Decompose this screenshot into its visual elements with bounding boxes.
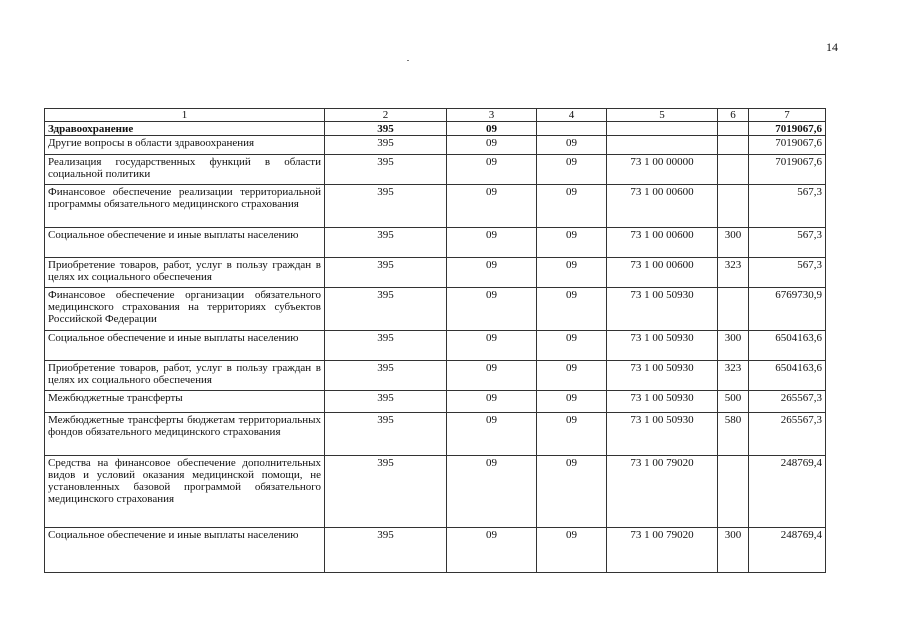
amount-cell: 6504163,6 <box>749 331 826 361</box>
ministry-code-cell: 395 <box>325 228 447 258</box>
expense-type-cell: 580 <box>718 413 749 456</box>
ministry-code-cell: 395 <box>325 361 447 391</box>
row-name-cell: Межбюджетные трансферты бюджетам территориальных фондов обязательного медицинского страхования <box>45 413 325 456</box>
subsection-code-cell: 09 <box>537 413 607 456</box>
target-article-cell: 73 1 00 50930 <box>607 288 718 331</box>
row-name-cell: Социальное обеспечение и иные выплаты населению <box>45 228 325 258</box>
ministry-code-cell: 395 <box>325 122 447 136</box>
section-code-cell: 09 <box>447 413 537 456</box>
ministry-code-cell: 395 <box>325 528 447 573</box>
expense-type-cell <box>718 122 749 136</box>
row-name-cell: Социальное обеспечение и иные выплаты населению <box>45 331 325 361</box>
section-code-cell: 09 <box>447 331 537 361</box>
table-row <box>45 331 826 361</box>
section-code-cell: 09 <box>447 391 537 413</box>
ministry-code-cell: 395 <box>325 456 447 528</box>
subsection-code-cell: 09 <box>537 258 607 288</box>
amount-cell: 567,3 <box>749 258 826 288</box>
ministry-code-cell: 395 <box>325 331 447 361</box>
section-code-cell: 09 <box>447 361 537 391</box>
header-cell: 1 <box>45 109 325 122</box>
table-row <box>45 185 826 228</box>
row-name-cell: Средства на финансовое обеспечение дополнительных видов и условий оказания медицинской помощи, не установленных базовой программой обязательного медицинского страхования <box>45 456 325 528</box>
target-article-cell <box>607 122 718 136</box>
row-name-cell: Межбюджетные трансферты <box>45 391 325 413</box>
subsection-code-cell: 09 <box>537 391 607 413</box>
subsection-code-cell: 09 <box>537 331 607 361</box>
subsection-code-cell: 09 <box>537 185 607 228</box>
target-article-cell: 73 1 00 50930 <box>607 391 718 413</box>
row-name-cell: Реализация государственных функций в области социальной политики <box>45 155 325 185</box>
ministry-code-cell: 395 <box>325 258 447 288</box>
expense-type-cell <box>718 155 749 185</box>
header-cell: 3 <box>447 109 537 122</box>
expense-type-cell: 300 <box>718 331 749 361</box>
ministry-code-cell: 395 <box>325 155 447 185</box>
expense-type-cell <box>718 136 749 155</box>
row-name-cell: Здравоохранение <box>45 122 325 136</box>
amount-cell: 265567,3 <box>749 391 826 413</box>
section-code-cell: 09 <box>447 456 537 528</box>
amount-cell: 6769730,9 <box>749 288 826 331</box>
section-code-cell: 09 <box>447 136 537 155</box>
table-row <box>45 122 826 136</box>
table-row <box>45 361 826 391</box>
header-cell: 6 <box>718 109 749 122</box>
row-name-cell: Социальное обеспечение и иные выплаты населению <box>45 528 325 573</box>
target-article-cell <box>607 136 718 155</box>
header-cell: 2 <box>325 109 447 122</box>
budget-table <box>44 108 826 573</box>
amount-cell: 6504163,6 <box>749 361 826 391</box>
table-row <box>45 136 826 155</box>
expense-type-cell: 323 <box>718 361 749 391</box>
subsection-code-cell: 09 <box>537 136 607 155</box>
page-number: 14 <box>826 40 838 54</box>
target-article-cell: 73 1 00 79020 <box>607 456 718 528</box>
target-article-cell: 73 1 00 00600 <box>607 185 718 228</box>
row-name-cell: Финансовое обеспечение реализации территориальной программы обязательного медицинского страхования <box>45 185 325 228</box>
amount-cell: 567,3 <box>749 185 826 228</box>
section-code-cell: 09 <box>447 528 537 573</box>
expense-type-cell <box>718 185 749 228</box>
row-name-cell: Финансовое обеспечение организации обязательного медицинского страхования на территориях субъектов Российской Федерации <box>45 288 325 331</box>
ministry-code-cell: 395 <box>325 185 447 228</box>
subsection-code-cell: 09 <box>537 361 607 391</box>
table-row <box>45 413 826 456</box>
table-row <box>45 258 826 288</box>
table-row <box>45 391 826 413</box>
row-name-cell: Приобретение товаров, работ, услуг в пользу граждан в целях их социального обеспечения <box>45 361 325 391</box>
subsection-code-cell: 09 <box>537 228 607 258</box>
target-article-cell: 73 1 00 00000 <box>607 155 718 185</box>
ministry-code-cell: 395 <box>325 136 447 155</box>
subsection-code-cell: 09 <box>537 288 607 331</box>
target-article-cell: 73 1 00 50930 <box>607 331 718 361</box>
section-code-cell: 09 <box>447 288 537 331</box>
amount-cell: 248769,4 <box>749 456 826 528</box>
target-article-cell: 73 1 00 50930 <box>607 361 718 391</box>
table-row <box>45 456 826 528</box>
amount-cell: 7019067,6 <box>749 136 826 155</box>
target-article-cell: 73 1 00 50930 <box>607 413 718 456</box>
section-code-cell: 09 <box>447 185 537 228</box>
ministry-code-cell: 395 <box>325 391 447 413</box>
table-row <box>45 155 826 185</box>
expense-type-cell <box>718 456 749 528</box>
target-article-cell: 73 1 00 79020 <box>607 528 718 573</box>
ministry-code-cell: 395 <box>325 288 447 331</box>
target-article-cell: 73 1 00 00600 <box>607 258 718 288</box>
table-row <box>45 288 826 331</box>
header-cell: 5 <box>607 109 718 122</box>
table-header-row <box>45 109 826 122</box>
expense-type-cell: 300 <box>718 228 749 258</box>
scan-artifact <box>407 60 409 61</box>
subsection-code-cell: 09 <box>537 155 607 185</box>
amount-cell: 567,3 <box>749 228 826 258</box>
row-name-cell: Приобретение товаров, работ, услуг в пользу граждан в целях их социального обеспечения <box>45 258 325 288</box>
section-code-cell: 09 <box>447 228 537 258</box>
subsection-code-cell <box>537 122 607 136</box>
amount-cell: 248769,4 <box>749 528 826 573</box>
subsection-code-cell: 09 <box>537 528 607 573</box>
expense-type-cell: 500 <box>718 391 749 413</box>
ministry-code-cell: 395 <box>325 413 447 456</box>
amount-cell: 7019067,6 <box>749 122 826 136</box>
table-row <box>45 228 826 258</box>
section-code-cell: 09 <box>447 122 537 136</box>
section-code-cell: 09 <box>447 155 537 185</box>
section-code-cell: 09 <box>447 258 537 288</box>
header-cell: 4 <box>537 109 607 122</box>
row-name-cell: Другие вопросы в области здравоохранения <box>45 136 325 155</box>
subsection-code-cell: 09 <box>537 456 607 528</box>
header-cell: 7 <box>749 109 826 122</box>
expense-type-cell: 323 <box>718 258 749 288</box>
amount-cell: 7019067,6 <box>749 155 826 185</box>
expense-type-cell: 300 <box>718 528 749 573</box>
expense-type-cell <box>718 288 749 331</box>
amount-cell: 265567,3 <box>749 413 826 456</box>
target-article-cell: 73 1 00 00600 <box>607 228 718 258</box>
table-row <box>45 528 826 573</box>
